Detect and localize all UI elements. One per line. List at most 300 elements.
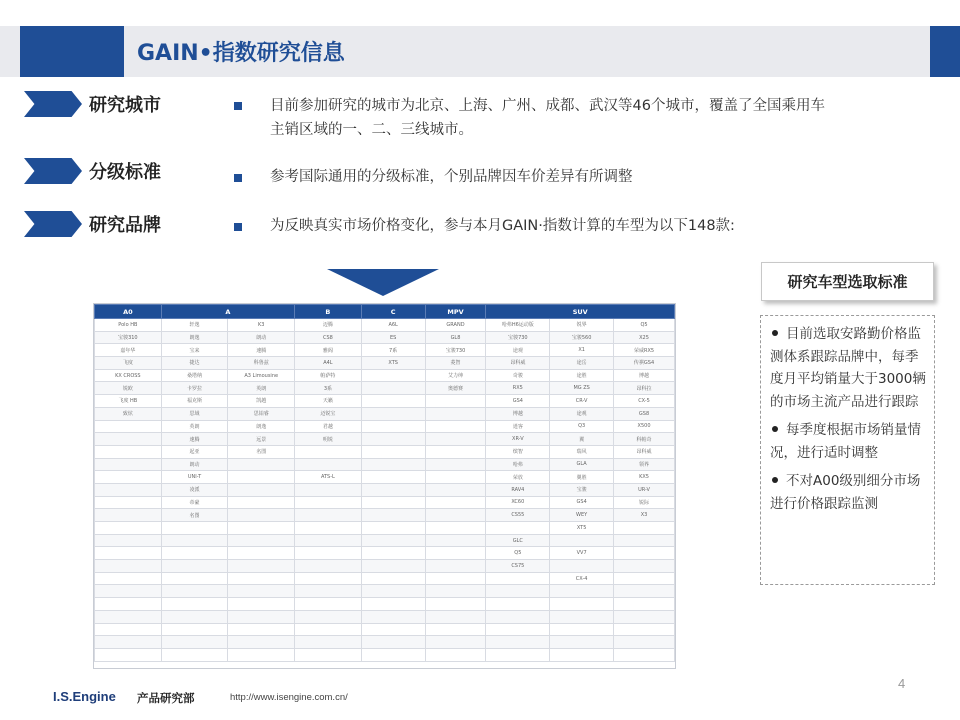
table-cell: 博越 [486, 407, 550, 420]
side-item [770, 419, 926, 464]
table-cell [295, 522, 362, 535]
table-cell: 荣威RX5 [614, 344, 675, 357]
table-cell [425, 445, 486, 458]
table-cell [295, 458, 362, 471]
row-label-grading: 分级标准 [89, 162, 161, 183]
table-cell [161, 534, 228, 547]
table-cell [228, 471, 295, 484]
table-cell [425, 483, 486, 496]
table-cell [228, 585, 295, 598]
table-cell [95, 560, 162, 573]
table-row [95, 458, 675, 471]
table-cell: Polo HB [95, 319, 162, 332]
bullet-dot-icon [772, 330, 778, 336]
table-cell [425, 598, 486, 611]
table-row [95, 572, 675, 585]
table-cell: 途观 [550, 407, 614, 420]
table-cell: A3 Limousine [228, 369, 295, 382]
table-cell: 英朗 [228, 382, 295, 395]
table-cell: K3 [228, 319, 295, 332]
table-cell [425, 509, 486, 522]
table-cell [550, 534, 614, 547]
table-cell: 缤智 [486, 445, 550, 458]
table-cell [361, 458, 425, 471]
table-cell [95, 522, 162, 535]
table-cell: CS8 [295, 331, 362, 344]
table-cell [161, 572, 228, 585]
table-cell: 昂科威 [486, 357, 550, 370]
table-cell: 迈腾 [295, 319, 362, 332]
table-cell: UR-V [614, 483, 675, 496]
table-cell: 速腾 [228, 344, 295, 357]
table-cell: 飞度 HB [95, 395, 162, 408]
table-cell [550, 648, 614, 661]
table-cell [614, 522, 675, 535]
table-cell [228, 534, 295, 547]
table-row [95, 420, 675, 433]
table-row [95, 534, 675, 547]
table-cell: 途胜 [550, 369, 614, 382]
table-cell: GS4 [486, 395, 550, 408]
table-row [95, 471, 675, 484]
table-cell [295, 598, 362, 611]
table-row [95, 357, 675, 370]
table-cell: 翼胜 [550, 471, 614, 484]
table-cell: 7系 [361, 344, 425, 357]
down-arrow-icon [327, 269, 439, 296]
table-cell [295, 585, 362, 598]
table-cell: 朗动 [161, 458, 228, 471]
table-cell [95, 648, 162, 661]
header-accent-right [930, 26, 960, 77]
table-cell: CS55 [486, 509, 550, 522]
table-cell: ATS-L [295, 471, 362, 484]
table-cell [228, 610, 295, 623]
table-cell: 天籁 [295, 395, 362, 408]
table-cell [95, 471, 162, 484]
table-cell [614, 585, 675, 598]
bullet-icon [234, 223, 242, 231]
table-header-cell: SUV [486, 305, 675, 319]
table-cell [295, 648, 362, 661]
table-body [95, 319, 675, 662]
table-cell: 锐界 [550, 319, 614, 332]
table-cell [361, 547, 425, 560]
header-accent-left [20, 26, 124, 77]
table-cell [161, 648, 228, 661]
table-cell [425, 420, 486, 433]
table-cell [295, 547, 362, 560]
table-cell: UNI-T [161, 471, 228, 484]
table-cell: GS8 [614, 407, 675, 420]
table-cell [614, 534, 675, 547]
table-cell [161, 585, 228, 598]
table-cell [425, 534, 486, 547]
table-cell: 途岳 [550, 357, 614, 370]
table-cell: 3系 [295, 382, 362, 395]
side-criteria-box [760, 315, 935, 585]
table-cell: 奇骏 [486, 369, 550, 382]
table-cell [361, 369, 425, 382]
table-cell [295, 572, 362, 585]
table-cell: 锐际 [614, 496, 675, 509]
table-header-cell: MPV [425, 305, 486, 319]
table-cell [486, 648, 550, 661]
table-cell [228, 547, 295, 560]
table-cell [161, 636, 228, 649]
table-row [95, 509, 675, 522]
table-cell: 远景 [228, 433, 295, 446]
table-cell [614, 572, 675, 585]
table-cell [228, 509, 295, 522]
table-cell [550, 610, 614, 623]
table-header-cell: A [161, 305, 294, 319]
table-cell: 宝骏730 [425, 344, 486, 357]
table-cell: GRAND [425, 319, 486, 332]
table-cell: Q5 [486, 547, 550, 560]
table-cell [425, 572, 486, 585]
table-cell: MG ZS [550, 382, 614, 395]
table-cell [425, 585, 486, 598]
table-cell: 昂科威 [614, 445, 675, 458]
table-cell [228, 458, 295, 471]
table-row [95, 344, 675, 357]
table-cell: X1 [550, 344, 614, 357]
row-text-brands: 为反映真实市场价格变化，参与本月GAIN·指数计算的车型为以下148款: [270, 218, 735, 234]
chevron-icon [24, 211, 82, 237]
row-label-brands: 研究品牌 [89, 215, 161, 236]
table-cell [361, 610, 425, 623]
table-cell [425, 547, 486, 560]
footer-dept: 产品研究部 [137, 691, 195, 705]
table-cell [161, 560, 228, 573]
table-cell [361, 598, 425, 611]
side-title: 研究车型选取标准 [787, 273, 908, 291]
table-cell: 朗逸 [228, 420, 295, 433]
table-row [95, 331, 675, 344]
table-row [95, 369, 675, 382]
table-cell [614, 598, 675, 611]
table-row [95, 319, 675, 332]
table-cell: XT5 [550, 522, 614, 535]
table-cell [425, 648, 486, 661]
row-text-line: 目前参加研究的城市为北京、上海、广州、成都、武汉等46个城市，覆盖了全国乘用车 [270, 98, 825, 114]
table-cell: WEY [550, 509, 614, 522]
table-row [95, 395, 675, 408]
table-header-cell: B [295, 305, 362, 319]
table-cell: 帕萨特 [295, 369, 362, 382]
table-cell [425, 623, 486, 636]
table-row [95, 433, 675, 446]
table-cell: 起亚 [161, 445, 228, 458]
table-cell: 奥德赛 [425, 382, 486, 395]
table-cell: RX5 [486, 382, 550, 395]
table-cell [228, 648, 295, 661]
table-cell [295, 496, 362, 509]
table-cell [95, 598, 162, 611]
table-cell: 宝来 [161, 344, 228, 357]
table-cell [161, 598, 228, 611]
table-cell: XR-V [486, 433, 550, 446]
table-cell: 途观 [486, 344, 550, 357]
table-cell [425, 407, 486, 420]
table-cell [486, 572, 550, 585]
table-cell: 英朗 [161, 420, 228, 433]
table-cell: CX-4 [550, 572, 614, 585]
table-cell: Q3 [550, 420, 614, 433]
table-cell: 福克斯 [161, 395, 228, 408]
table-row [95, 585, 675, 598]
table-cell [614, 560, 675, 573]
side-item [770, 470, 926, 515]
table-cell [228, 483, 295, 496]
table-cell: 轩逸 [161, 319, 228, 332]
table-row [95, 496, 675, 509]
table-cell: 艾力绅 [425, 369, 486, 382]
table-cell: GS4 [550, 496, 614, 509]
table-cell [361, 636, 425, 649]
bullet-icon [234, 102, 242, 110]
brands-table [93, 303, 676, 669]
table-cell [95, 509, 162, 522]
table-cell [295, 509, 362, 522]
table-cell: 科帕奇 [614, 433, 675, 446]
table-row [95, 648, 675, 661]
table-cell [95, 420, 162, 433]
table-cell [550, 585, 614, 598]
table-cell: 荣放 [486, 471, 550, 484]
table-cell: 名图 [161, 509, 228, 522]
footer-logo: I.S.Engine [53, 689, 116, 704]
table-cell: 哈弗H6运动版 [486, 319, 550, 332]
table-cell: 飞度 [95, 357, 162, 370]
table-cell: 致炫 [95, 407, 162, 420]
table-cell [228, 623, 295, 636]
table-cell [550, 598, 614, 611]
table-cell: GLA [550, 458, 614, 471]
table-cell [95, 636, 162, 649]
table-cell [295, 623, 362, 636]
table-cell [550, 636, 614, 649]
bullet-dot-icon [772, 426, 778, 432]
table-cell: 捷达 [161, 357, 228, 370]
table-cell [95, 610, 162, 623]
table-cell [95, 496, 162, 509]
table-cell: 领界 [614, 458, 675, 471]
table-cell [486, 598, 550, 611]
table-cell [295, 560, 362, 573]
table-cell [425, 395, 486, 408]
table-cell [361, 522, 425, 535]
table-row [95, 636, 675, 649]
table-row [95, 610, 675, 623]
table-cell: 速腾 [161, 433, 228, 446]
table-row [95, 560, 675, 573]
table-cell [361, 445, 425, 458]
table-cell [295, 483, 362, 496]
side-item-text: 不对A00级别细分市场进行价格跟踪监测 [770, 473, 921, 512]
table-cell: 锐欧 [95, 382, 162, 395]
table-cell [550, 623, 614, 636]
table-cell: 凌派 [161, 483, 228, 496]
table-cell [161, 522, 228, 535]
table-cell [425, 458, 486, 471]
table-cell: Q5 [614, 319, 675, 332]
side-item [770, 323, 926, 413]
table-cell [361, 648, 425, 661]
row-text-line: 主销区域的一、二、三线城市。 [270, 122, 473, 138]
table-cell [425, 560, 486, 573]
table-cell [425, 496, 486, 509]
table-cell [425, 636, 486, 649]
table-row [95, 547, 675, 560]
table-cell [486, 623, 550, 636]
table-cell [550, 560, 614, 573]
bullet-dot-icon [772, 477, 778, 483]
table-cell: 名图 [228, 445, 295, 458]
brands-table-grid [94, 304, 675, 662]
table-cell [361, 382, 425, 395]
table-cell: 君越 [295, 420, 362, 433]
table-cell [361, 471, 425, 484]
chevron-icon [24, 91, 82, 117]
table-cell: CS75 [486, 560, 550, 573]
table-cell: 科鲁兹 [228, 357, 295, 370]
table-row [95, 407, 675, 420]
table-cell: 思铂睿 [228, 407, 295, 420]
table-cell: GL8 [425, 331, 486, 344]
table-cell [614, 623, 675, 636]
table-cell [425, 610, 486, 623]
row-label-cities: 研究城市 [89, 95, 161, 116]
table-cell: X500 [614, 420, 675, 433]
table-cell: 嘉年华 [95, 344, 162, 357]
table-cell: X3 [614, 509, 675, 522]
table-cell: 思域 [161, 407, 228, 420]
table-cell [486, 522, 550, 535]
table-cell [361, 496, 425, 509]
table-cell [361, 483, 425, 496]
table-cell [95, 433, 162, 446]
table-cell: KX5 [614, 471, 675, 484]
table-cell [295, 610, 362, 623]
table-cell [614, 648, 675, 661]
table-cell [361, 572, 425, 585]
table-cell [425, 433, 486, 446]
table-header-cell: A0 [95, 305, 162, 319]
bullet-icon [234, 174, 242, 182]
row-text-cities [270, 94, 930, 142]
footer-url-link[interactable]: http://www.isengine.com.cn/ [230, 692, 348, 703]
table-row [95, 598, 675, 611]
table-cell: 明锐 [295, 433, 362, 446]
table-cell [486, 636, 550, 649]
table-cell [486, 585, 550, 598]
table-cell: 瑞风 [550, 445, 614, 458]
table-cell: 宝骏730 [486, 331, 550, 344]
table-cell: 菱智 [425, 357, 486, 370]
table-cell: 翼 [550, 433, 614, 446]
table-cell [95, 585, 162, 598]
table-cell [361, 395, 425, 408]
table-cell: A6L [361, 319, 425, 332]
table-cell: 桑塔纳 [161, 369, 228, 382]
table-cell [95, 547, 162, 560]
table-cell [95, 483, 162, 496]
table-cell: CX-5 [614, 395, 675, 408]
row-text-grading: 参考国际通用的分级标准，个别品牌因车价差异有所调整 [270, 169, 633, 185]
table-cell [361, 433, 425, 446]
table-header-row [95, 305, 675, 319]
table-cell [425, 471, 486, 484]
table-cell: 宝骏310 [95, 331, 162, 344]
table-header-cell: C [361, 305, 425, 319]
table-cell [361, 509, 425, 522]
table-cell [95, 534, 162, 547]
page-title: GAIN•指数研究信息 [137, 41, 345, 66]
table-cell: ES [361, 331, 425, 344]
table-cell: 宝骏560 [550, 331, 614, 344]
table-row [95, 382, 675, 395]
table-cell [361, 585, 425, 598]
table-cell: 逍客 [486, 420, 550, 433]
table-cell: 雅阁 [295, 344, 362, 357]
table-cell [228, 598, 295, 611]
table-cell [228, 522, 295, 535]
table-cell: 哈弗 [486, 458, 550, 471]
table-cell: RAV4 [486, 483, 550, 496]
table-cell [361, 420, 425, 433]
table-cell [295, 636, 362, 649]
table-cell: X25 [614, 331, 675, 344]
table-cell [614, 636, 675, 649]
table-cell [295, 445, 362, 458]
table-cell [614, 547, 675, 560]
page-number: 4 [898, 676, 906, 691]
table-cell [228, 636, 295, 649]
table-cell [161, 623, 228, 636]
table-cell: 帝豪 [161, 496, 228, 509]
table-cell [614, 610, 675, 623]
table-cell: CR-V [550, 395, 614, 408]
table-cell [295, 534, 362, 547]
table-cell: 博越 [614, 369, 675, 382]
table-cell: VV7 [550, 547, 614, 560]
table-row [95, 445, 675, 458]
table-cell: 昂科拉 [614, 382, 675, 395]
table-cell [228, 496, 295, 509]
table-cell [95, 623, 162, 636]
table-row [95, 623, 675, 636]
table-cell [95, 458, 162, 471]
side-item-text: 每季度根据市场销量情况，进行适时调整 [770, 422, 921, 461]
table-cell [228, 560, 295, 573]
table-cell [361, 560, 425, 573]
table-cell: A4L [295, 357, 362, 370]
table-cell: XTS [361, 357, 425, 370]
table-cell: 朗逸 [161, 331, 228, 344]
table-cell: 凯越 [228, 395, 295, 408]
table-cell [95, 445, 162, 458]
table-cell: XC60 [486, 496, 550, 509]
table-cell: 朗动 [228, 331, 295, 344]
side-title-box [761, 262, 934, 301]
table-cell [486, 610, 550, 623]
table-cell [95, 572, 162, 585]
table-cell [161, 610, 228, 623]
table-cell: 宝骏 [550, 483, 614, 496]
table-cell [161, 547, 228, 560]
